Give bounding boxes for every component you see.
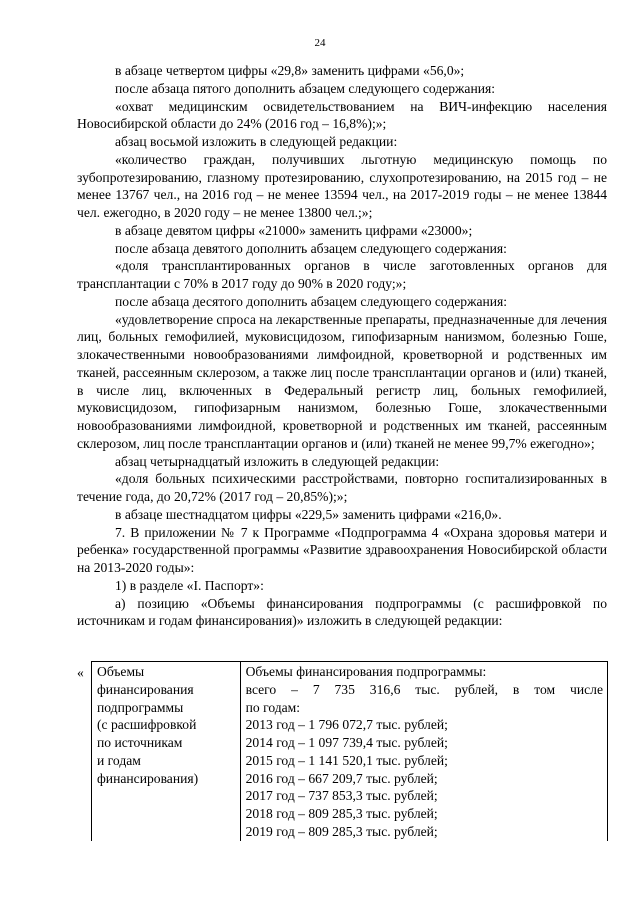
page-number: 24 — [314, 37, 326, 49]
paragraph: а) позицию «Объемы финансирования подпрограммы (с расшифровкой по источникам и годам финансирования)» изложить в следующей редакции: — [77, 595, 607, 629]
cell-line: по годам: — [245, 699, 301, 715]
open-quote: « — [77, 665, 84, 680]
cell-line: и годам — [97, 752, 141, 768]
paragraph: «доля больных психическими расстройствами, повторно госпитализированных в течение года, до 20,72% (2017 год – 20,85%);»; — [77, 471, 607, 504]
cell-line: Объемы финансирования подпрограммы: — [245, 664, 487, 679]
paragraph: после абзаца десятого дополнить абзацем следующего содержания: — [115, 293, 508, 309]
paragraph: абзац четырнадцатый изложить в следующей редакции: — [115, 453, 440, 469]
paragraph: после абзаца девятого дополнить абзацем следующего содержания: — [115, 240, 507, 256]
paragraph: «количество граждан, получивших льготную медицинскую помощь по зубопротезированию, глазному протезированию, слухопротезированию, на 2015 год – не менее 13767 чел., на 2016 год – не менее 13594 чел., на 2017-2019 годы – не менее 13844 чел. ежегодно, в 2020 году – не менее 13800 чел.;»; — [77, 151, 607, 220]
cell-line: финансирования — [97, 681, 194, 697]
paragraph: «доля трансплантированных органов в числе заготовленных органов для трансплантации с 70% в 2017 году до 90% в 2020 году;»; — [77, 258, 607, 291]
cell-line: 2018 год – 809 285,3 тыс. рублей; — [245, 806, 438, 821]
cell-line: (с расшифровкой — [97, 717, 197, 733]
cell-line: Объемы — [97, 664, 145, 679]
cell-line: 2017 год – 737 853,3 тыс. рублей; — [245, 788, 438, 804]
table-row — [92, 662, 608, 841]
cell-line: 2014 год – 1 097 739,4 тыс. рублей; — [245, 735, 448, 750]
cell-line: 2015 год – 1 141 520,1 тыс. рублей; — [245, 752, 448, 768]
paragraph: в абзаце шестнадцатом цифры «229,5» заменить цифрами «216,0». — [115, 506, 502, 522]
cell-line: финансирования) — [97, 770, 199, 786]
cell-line: всего – 7 735 316,6 тыс. рублей, в том числе — [245, 681, 603, 697]
cell-line: 2019 год – 809 285,3 тыс. рублей; — [245, 823, 438, 839]
paragraph: «удовлетворение спроса на лекарственные препараты, предназначенные для лечения лиц, больных гемофилией, муковисцидозом, гипофизарным нанизмом, болезнью Гоше, злокачественными новообразованиями лимфоидной, кроветворной и родственных им тканей, рассеянным склерозом, а также лиц после трансплантации органов и (или) тканей, в числе лиц, включенных в Федеральный регистр лиц, больных гемофилией, муковисцидозом, гипофизарным нанизмом, болезнью Гоше, злокачественными новообразованиями лимфоидной, кроветворной и родственных им тканей, рассеянным склерозом, лиц после трансплантации органов и (или) тканей не менее 99,7% ежегодно»; — [77, 311, 608, 451]
paragraph: 7. В приложении № 7 к Программе «Подпрограмма 4 «Охрана здоровья матери и ребенка» государственной программы «Развитие здравоохранения Новосибирской области на 2013-2020 годы»: — [77, 524, 607, 575]
table-cell-value — [240, 662, 607, 841]
cell-line: по источникам — [97, 735, 183, 750]
cell-line: 2016 год – 667 209,7 тыс. рублей; — [245, 770, 438, 786]
table-cell-label — [92, 662, 241, 841]
paragraph: после абзаца пятого дополнить абзацем следующего содержания: — [115, 80, 496, 96]
paragraph: абзац восьмой изложить в следующей редакции: — [115, 134, 398, 149]
paragraph: «охват медицинским освидетельствованием на ВИЧ-инфекцию населения Новосибирской области до 24% (2016 год – 16,8%);»; — [77, 98, 607, 132]
cell-line: 2013 год – 1 796 072,7 тыс. рублей; — [245, 717, 448, 733]
paragraph: в абзаце девятом цифры «21000» заменить цифрами «23000»; — [115, 222, 473, 238]
paragraph: 1) в разделе «I. Паспорт»: — [115, 577, 264, 593]
financing-table — [91, 661, 608, 841]
document-body — [77, 62, 607, 630]
cell-line: подпрограммы — [97, 699, 184, 715]
paragraph: в абзаце четвертом цифры «29,8» заменить цифрами «56,0»; — [115, 63, 465, 78]
